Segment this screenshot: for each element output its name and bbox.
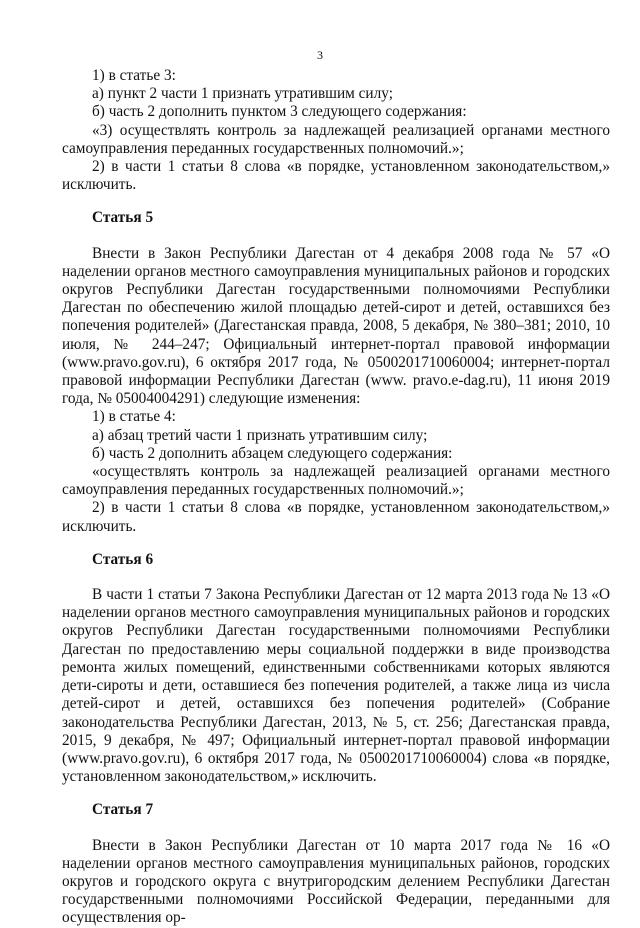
article-5-item-2: 2) в части 1 статьи 8 слова «в порядке, установленном законодательством,» исключить.: [62, 499, 610, 535]
quote-paragraph: «3) осуществлять контроль за надлежащей реализацией органами местного самоуправления переданных государственных полномочий.»;: [62, 121, 610, 157]
article-5-item-1a: а) абзац третий части 1 признать утратившим силу;: [92, 426, 428, 444]
article-5-intro: Внести в Закон Республики Дагестан от 4 декабря 2008 года № 57 «О наделении органов местного самоуправления муниципальных районов и городских округов Республики Дагестан государственными полномочиями Республики Дагестан по обеспечению жилой площадью детей-сирот и детей, оставшихся без попечения родителей» (Дагестанская правда, 2008, 5 декабря, № 380–381; 2010, 10 июля, № 244–247; Официальный интернет-портал правовой информации (www.pravo.gov.ru), 6 октября 2017 года, № 0500201710060004; интернет-портал правовой информации Республики Дагестан (www. pravo.e-dag.ru), 11 июня 2019 года, № 05004004291) следующие изменения:: [62, 244, 610, 408]
document-body: [62, 67, 610, 928]
item-1a: а) пункт 2 части 1 признать утратившим силу;: [92, 85, 393, 103]
article-6-heading: Статья 6: [92, 550, 154, 568]
item-1: 1) в статье 3:: [92, 67, 176, 84]
article-5-item-1: 1) в статье 4:: [92, 408, 176, 426]
article-5-heading: Статья 5: [92, 209, 154, 227]
page-number: 3: [317, 48, 323, 62]
article-7-text: Внести в Закон Республики Дагестан от 10 марта 2017 года № 16 «О наделении органов местного самоуправления муниципальных районов, городских округов и городского округа с внутригородским делением Республики Дагестан государственными полномочиями Российской Федерации, переданными для осуществления ор-: [62, 836, 610, 927]
article-5-item-1b: б) часть 2 дополнить абзацем следующего содержания:: [92, 444, 453, 462]
item-2: 2) в части 1 статьи 8 слова «в порядке, установленном законодательством,» исключить.: [62, 158, 610, 194]
article-7-heading: Статья 7: [92, 801, 154, 819]
item-1b: б) часть 2 дополнить пунктом 3 следующего содержания:: [92, 103, 467, 121]
article-5-quote: «осуществлять контроль за надлежащей реализацией органами местного самоуправления переданных государственных полномочий.»;: [62, 463, 610, 499]
article-6-text: В части 1 статьи 7 Закона Республики Дагестан от 12 марта 2013 года № 13 «О наделении органов местного самоуправления муниципальных районов и городских округов Республики Дагестан государственными полномочиями Республики Дагестан по предоставлению меры социальной поддержки в виде производства ремонта жилых помещений, единственными собственниками которых являются дети-сироты и дети, оставшиеся без попечения родителей, а также лица из числа детей-сирот и детей, оставшихся без попечения родителей» (Собрание законодательства Республики Дагестан, 2013, № 5, ст. 256; Дагестанская правда, 2015, 9 декабря, № 497; Официальный интернет-портал правовой информации (www.pravo.gov.ru), 6 октября 2017 года, № 0500201710060004) слова «в порядке, установленном законодательством,» исключить.: [62, 586, 610, 786]
